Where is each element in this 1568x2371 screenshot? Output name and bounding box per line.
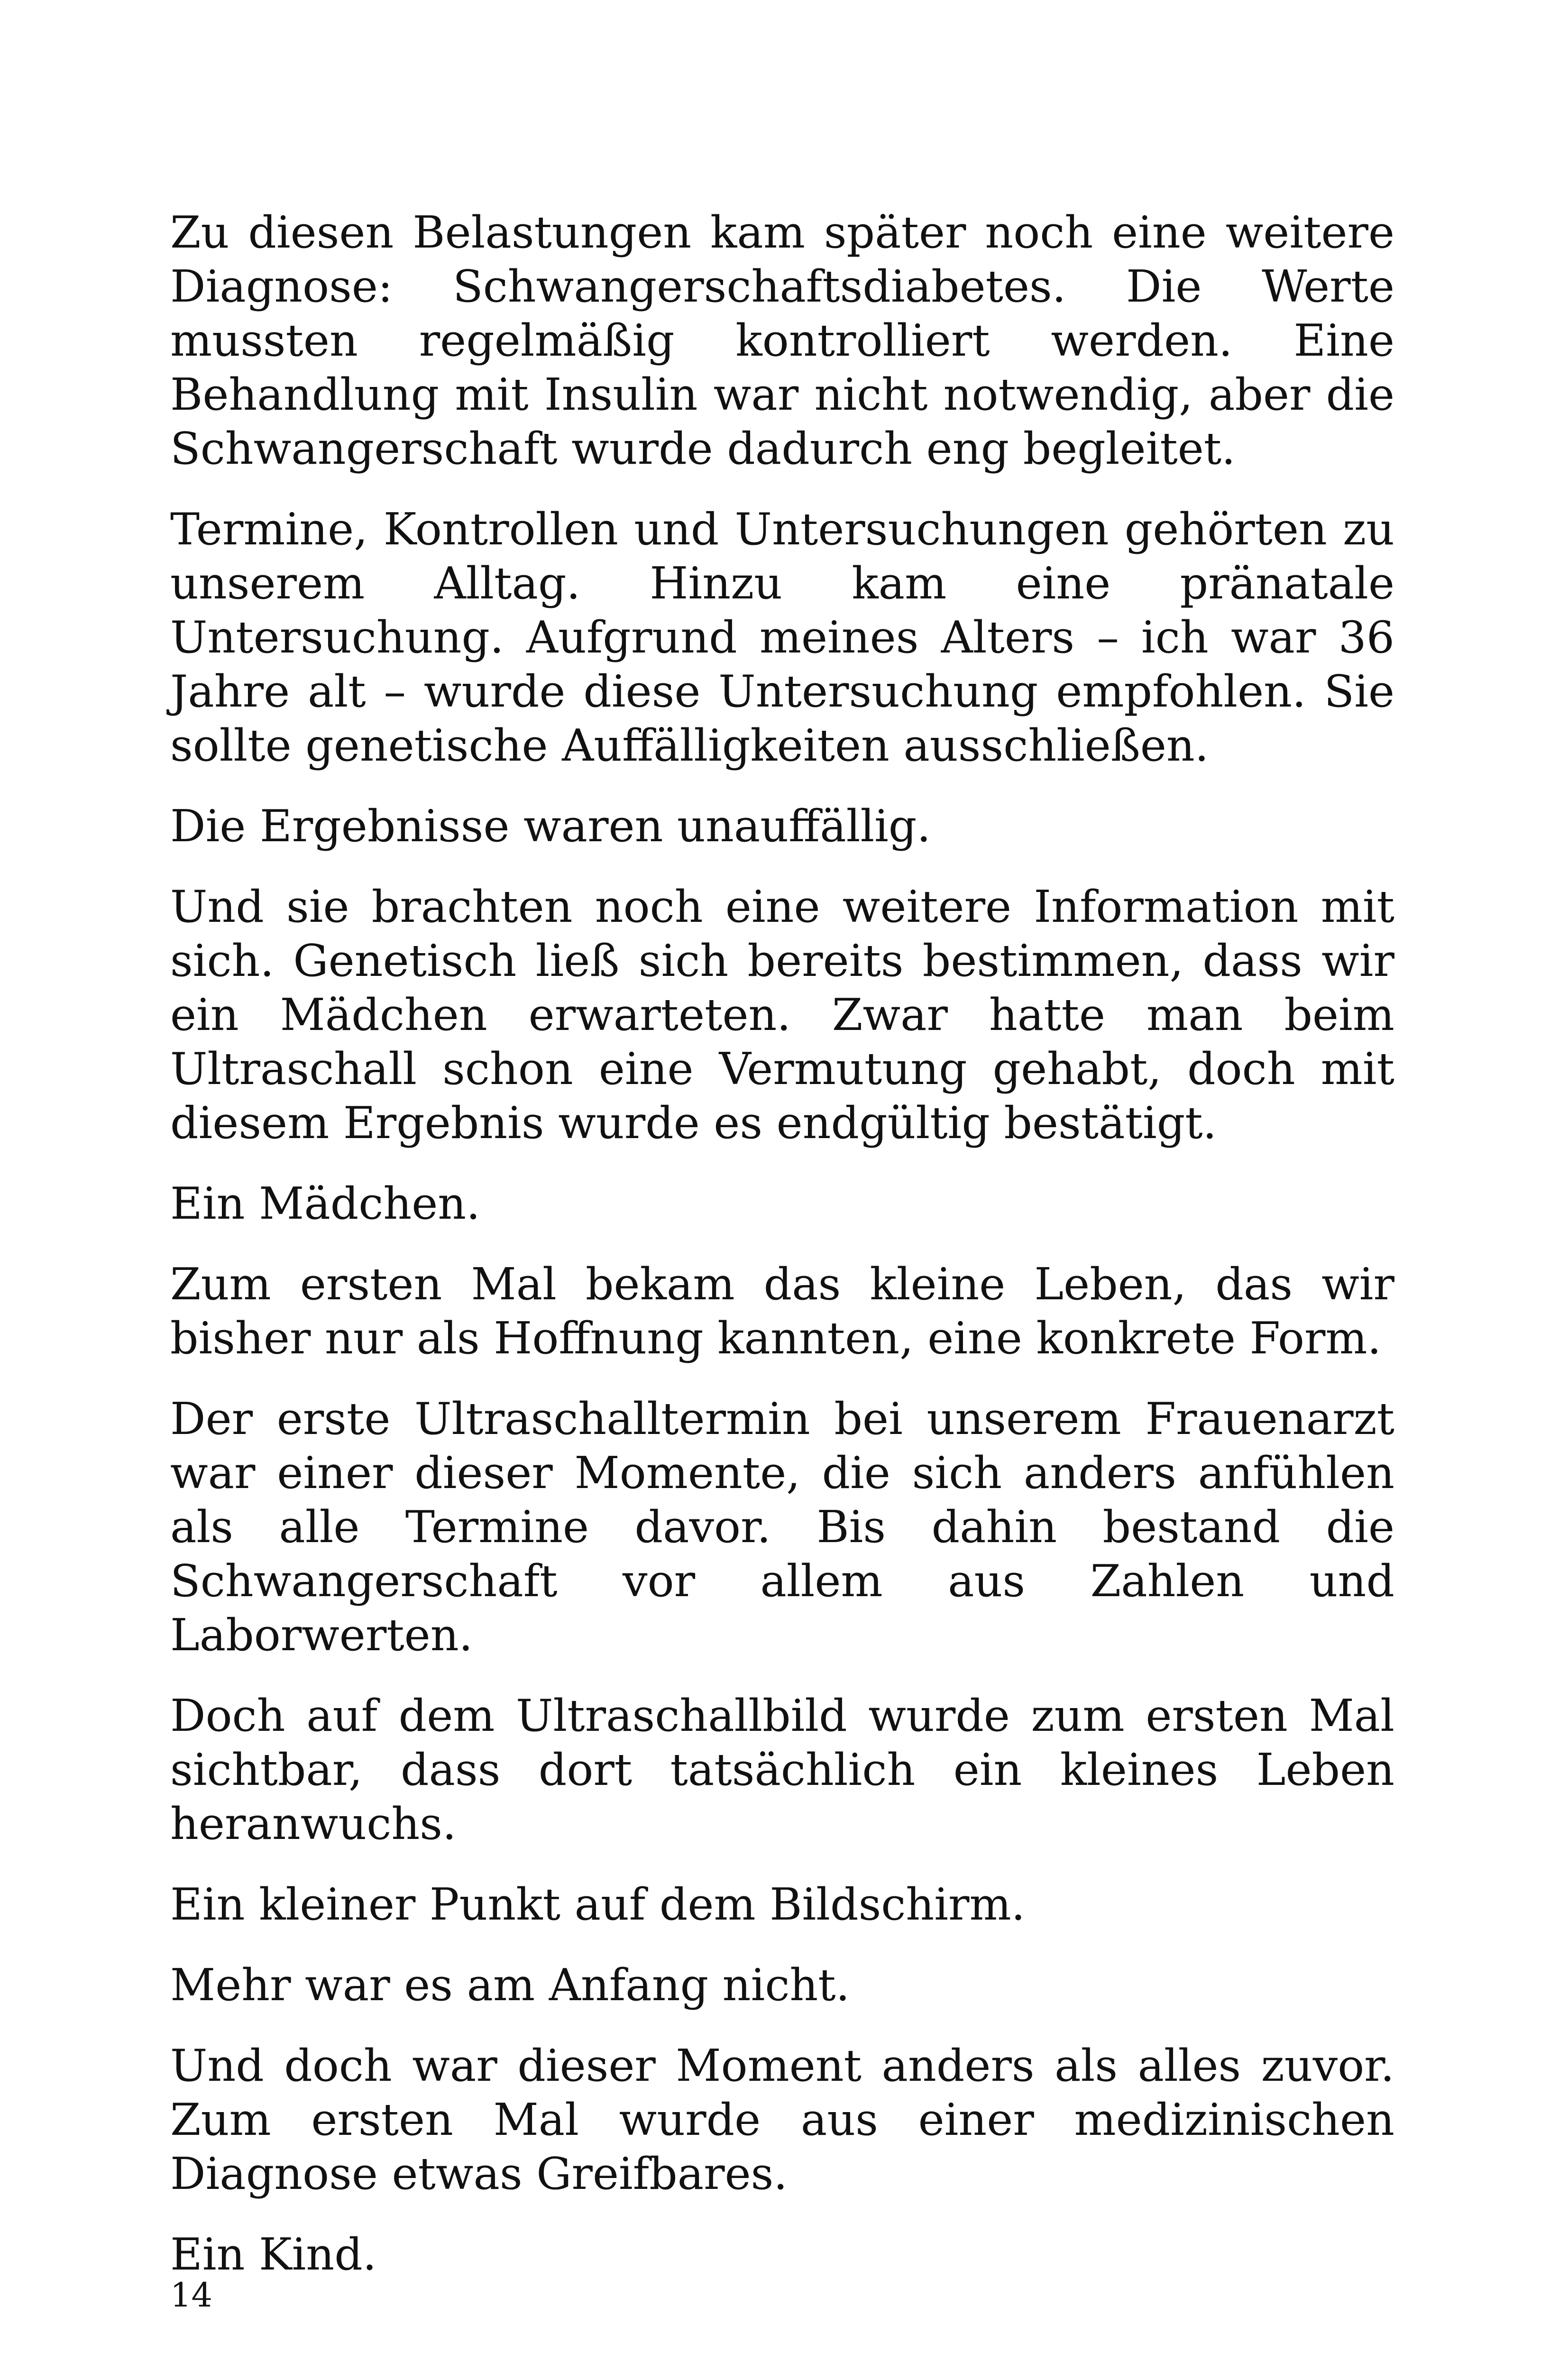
paragraph-11: Und doch war dieser Moment anders als alles zuvor. Zum ersten Mal wurde aus einer medizinischen Diagnose etwas Greifbares.	[170, 2040, 1394, 2199]
paragraph-5: Ein Mädchen.	[170, 1178, 480, 1229]
page-number: 14	[170, 2276, 213, 2315]
paragraph-7: Der erste Ultraschalltermin bei unserem Frauenarzt war einer dieser Momente, die sich anders anfühlen als alle Termine davor. Bis dahin bestand die Schwangerschaft vor allem aus Zahlen und Laborwerten.	[170, 1393, 1394, 1661]
paragraph-10: Mehr war es am Anfang nicht.	[170, 1959, 850, 2011]
paragraph-8: Doch auf dem Ultraschallbild wurde zum ersten Mal sichtbar, dass dort tatsächlich ein kleines Leben heranwuchs.	[170, 1690, 1394, 1849]
paragraph-12: Ein Kind.	[170, 2229, 377, 2280]
paragraph-4: Und sie brachten noch eine weitere Information mit sich. Genetisch ließ sich bereits bestimmen, dass wir ein Mädchen erwarteten. Zwar hatte man beim Ultraschall schon eine Vermutung gehabt, doch mit diesem Ergebnis wurde es endgültig bestätigt.	[170, 881, 1394, 1149]
paragraph-1: Zu diesen Belastungen kam später noch eine weitere Diagnose: Schwangerschaftsdiabetes. Die Werte mussten regelmäßig kontrolliert werden. Eine Behandlung mit Insulin war nicht notwendig, aber die Schwangerschaft wurde dadurch eng begleitet.	[170, 207, 1394, 474]
paragraph-6: Zum ersten Mal bekam das kleine Leben, das wir bisher nur als Hoffnung kannten, eine konkrete Form.	[170, 1259, 1394, 1364]
paragraph-3: Die Ergebnisse waren unauffällig.	[170, 800, 931, 852]
body-text	[170, 205, 1394, 2281]
paragraph-2: Termine, Kontrollen und Untersuchungen gehörten zu unserem Alltag. Hinzu kam eine pränatale Untersuchung. Aufgrund meines Alters – ich war 36 Jahre alt – wurde diese Untersuchung empfohlen. Sie sollte genetische Auffälligkeiten ausschließen.	[170, 504, 1394, 771]
paragraph-9: Ein kleiner Punkt auf dem Bildschirm.	[170, 1879, 1026, 1930]
